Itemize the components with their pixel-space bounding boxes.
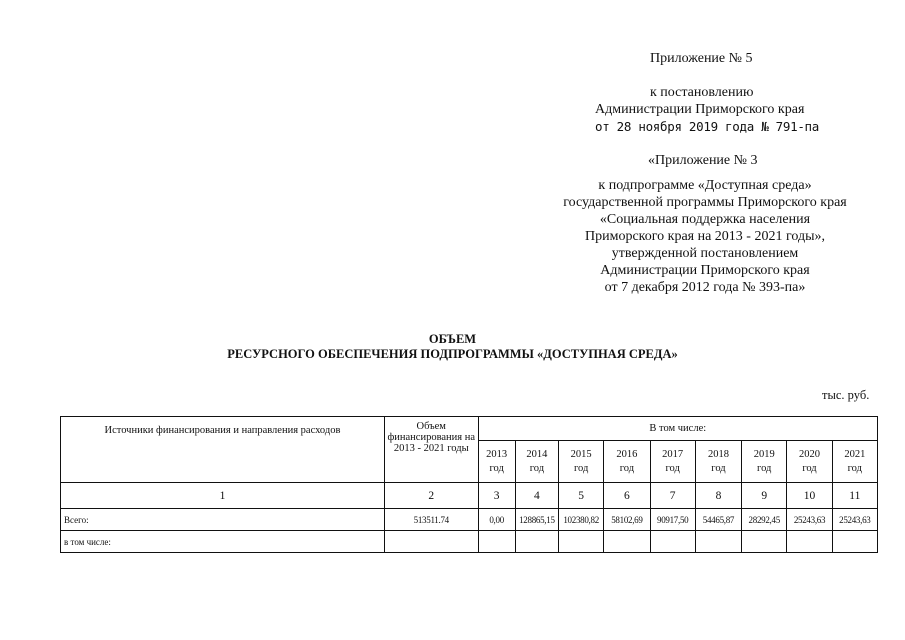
appendix-3-line: государственной программы Приморского края bbox=[563, 195, 847, 210]
appendix-3-details bbox=[545, 177, 865, 296]
row-value: 0,00 bbox=[478, 509, 515, 531]
row-value bbox=[559, 531, 604, 553]
column-number: 2 bbox=[384, 483, 478, 509]
appendix-3-line: «Социальная поддержка населения bbox=[599, 212, 811, 227]
column-number: 9 bbox=[742, 483, 787, 509]
document-title: ОБЪЕМ bbox=[428, 332, 477, 346]
unit-label: тыс. руб. bbox=[822, 388, 870, 402]
column-number: 8 bbox=[695, 483, 741, 509]
row-value bbox=[742, 531, 787, 553]
header-year: 2013 год bbox=[478, 441, 515, 483]
appendix-3-line: утвержденной постановлением bbox=[611, 246, 799, 261]
row-label: Всего: bbox=[61, 509, 385, 531]
row-value: 102380,82 bbox=[559, 509, 604, 531]
row-total bbox=[384, 531, 478, 553]
header-year: 2021 год bbox=[832, 441, 877, 483]
column-number: 10 bbox=[787, 483, 832, 509]
row-value: 58102,69 bbox=[604, 509, 650, 531]
row-value: 25243,63 bbox=[832, 509, 877, 531]
row-label: в том числе: bbox=[61, 531, 385, 553]
table-column-numbers-row bbox=[61, 483, 878, 509]
appendix-3-line: от 7 декабря 2012 года № 393-па» bbox=[604, 280, 806, 295]
row-value: 128865,15 bbox=[515, 509, 558, 531]
header-sources: Источники финансирования и направления расходов bbox=[61, 417, 385, 483]
appendix-5-label: Приложение № 5 bbox=[650, 51, 753, 66]
resource-table bbox=[60, 416, 878, 553]
column-number: 6 bbox=[604, 483, 650, 509]
column-number: 3 bbox=[478, 483, 515, 509]
header-year: 2020 год bbox=[787, 441, 832, 483]
header-year: 2017 год bbox=[650, 441, 695, 483]
header-year: 2015 год bbox=[559, 441, 604, 483]
table-row bbox=[61, 509, 878, 531]
document-subtitle: РЕСУРСНОГО ОБЕСПЕЧЕНИЯ ПОДПРОГРАММЫ «ДОСТУПНАЯ СРЕДА» bbox=[227, 347, 678, 361]
appendix-3-line: к подпрограмме «Доступная среда» bbox=[598, 178, 812, 193]
table-row bbox=[61, 531, 878, 553]
table-header-row bbox=[61, 417, 878, 441]
row-value bbox=[650, 531, 695, 553]
header-year: 2016 год bbox=[604, 441, 650, 483]
resolution-date-number: от 28 ноября 2019 года № 791-па bbox=[595, 119, 819, 134]
header-including: В том числе: bbox=[478, 417, 877, 441]
column-number: 11 bbox=[832, 483, 877, 509]
row-value bbox=[515, 531, 558, 553]
appendix-3-line: Администрации Приморского края bbox=[600, 263, 810, 278]
row-value bbox=[604, 531, 650, 553]
to-resolution-label: к постановлению bbox=[650, 85, 754, 100]
row-value: 90917,50 bbox=[650, 509, 695, 531]
row-value bbox=[832, 531, 877, 553]
column-number: 1 bbox=[61, 483, 385, 509]
row-value: 28292,45 bbox=[742, 509, 787, 531]
header-year: 2014 год bbox=[515, 441, 558, 483]
row-value bbox=[478, 531, 515, 553]
appendix-3-line: Приморского края на 2013 - 2021 годы», bbox=[584, 229, 825, 244]
header-year: 2018 год bbox=[695, 441, 741, 483]
column-number: 7 bbox=[650, 483, 695, 509]
header-volume: Объем финансирования на 2013 - 2021 годы bbox=[384, 417, 478, 483]
row-value bbox=[695, 531, 741, 553]
administration-label: Администрации Приморского края bbox=[595, 102, 805, 117]
column-number: 5 bbox=[559, 483, 604, 509]
row-total: 513511.74 bbox=[384, 509, 478, 531]
header-year: 2019 год bbox=[742, 441, 787, 483]
row-value bbox=[787, 531, 832, 553]
appendix-3-title: «Приложение № 3 bbox=[648, 153, 758, 168]
row-value: 54465,87 bbox=[695, 509, 741, 531]
row-value: 25243,63 bbox=[787, 509, 832, 531]
column-number: 4 bbox=[515, 483, 558, 509]
